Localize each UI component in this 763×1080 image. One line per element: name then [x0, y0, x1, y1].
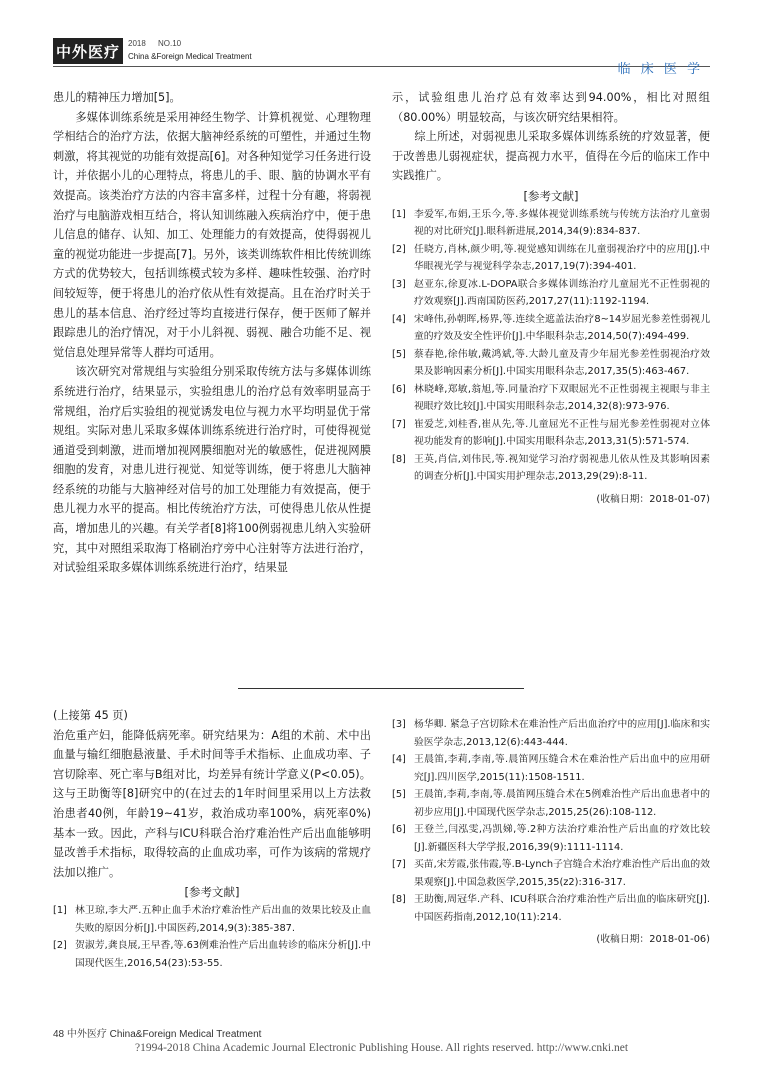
- reference-item: [5] 蔡春艳,徐伟敏,戴鸿斌,等.大龄儿童及青少年屈光参差性弱视治疗效果及影响因素分析[J].中国实用眼科杂志,2017,35(5):463-467.: [392, 348, 710, 378]
- references-heading: [参考文献]: [184, 885, 240, 900]
- reference-item: [1] 李爱军,布娟,王乐今,等.多媒体视觉训练系统与传统方法治疗儿童弱视的对比研究[J].眼科新进展,2014,34(9):834-837.: [392, 208, 710, 238]
- paragraph: 综上所述，对弱视患儿采取多媒体训练系统的疗效显著，便于改善患儿弱视症状，提高视力水平，值得在今后的临床工作中实践推广。: [392, 130, 710, 183]
- received-date: (收稿日期：2018-01-06): [596, 934, 710, 945]
- top-right-column: [392, 88, 710, 510]
- reference-item: [1] 林卫琼,李大严.五种止血手术治疗难治性产后出血的效果比较及止血失败的原因分析[J].中国医药,2014,9(3):385-387.: [53, 905, 371, 934]
- paragraph: 多媒体训练系统是采用神经生物学、计算机视觉、心理物理学相结合的治疗方法，依据大脑神经系统的可塑性，并通过生物刺激，将其视觉的功能有效提高[6]。对各种知觉学习任务进行设计，并依据小儿的心理特点，将患儿的手、眼、脑的协调水平有效提高。该类治疗方法的内容丰富多样，过程十分有趣，将弱视治疗与电脑游戏相互结合，将认知训练融入疾病治疗中，便于患儿信息的储存、认知、加工、处理能力的有效提高，使得弱视儿童的视觉功能进一步提高[7]。另外，该类训练软件相比传统训练方式的优势较大，包括训练模式较为多样、趣味性较强、治疗时间较短等，便于将患儿的治疗依从性有效提高。且在治疗时关于患儿的基本信息、治疗经过等均直接进行保存，便于医师了解并跟踪患儿的治疗情况，对于小儿斜视、弱视、融合功能不足、视觉信息处理异常等人群均可适用。: [53, 110, 371, 359]
- bottom-right-column: [392, 716, 710, 950]
- paragraph: 示，试验组患儿治疗总有效率达到94.00%，相比对照组（80.00%）明显较高，与该次研究结果相符。: [392, 91, 710, 124]
- reference-item: [4] 王晨笛,李莉,李南,等.晨笛网压缝合术在难治性产后出血中的应用研究[J].四川医学,2015(11):1508-1511.: [392, 754, 710, 783]
- reference-item: [8] 王助衡,周冠华.产科、ICU科联合治疗难治性产后出血的临床研究[J].中国医药指南,2012,10(11):214.: [392, 894, 710, 923]
- header-rule: [53, 66, 710, 67]
- reference-item: [4] 宋峰伟,孙朝晖,杨界,等.连续全遮盖法治疗8~14岁屈光参差性弱视儿童的疗效及安全性评价[J].中华眼科杂志,2014,50(7):494-499.: [392, 313, 710, 343]
- reference-item: [7] 买苗,宋芳霞,张伟霞,等.B-Lynch子宫缝合术治疗难治性产后出血的效果观察[J].中国急救医学,2015,35(z2):316-317.: [392, 859, 710, 888]
- reference-item: [6] 林晓峰,郑敏,翁旭,等.同量治疗下双眼屈光不正性弱视主视眼与非主视眼疗效比较[J].中国实用眼科杂志,2014,32(8):973-976.: [392, 383, 710, 413]
- article-separator: [238, 688, 524, 689]
- reference-item: [2] 贺淑芳,龚良展,王早香,等.63例难治性产后出血转诊的临床分析[J].中国现代医生,2016,54(23):53-55.: [53, 940, 371, 969]
- reference-item: [6] 王登兰,闫泓雯,冯凯娣,等.2种方法治疗难治性产后出血的疗效比较[J].新疆医科大学学报,2016,39(9):1111-1114.: [392, 824, 710, 853]
- journal-issue: NO.10: [158, 39, 182, 48]
- paragraph: 患儿的精神压力增加[5]。: [53, 91, 181, 104]
- reference-list: [392, 716, 710, 926]
- page-footer: 48 中外医疗 China&Foreign Medical Treatment: [53, 1029, 262, 1040]
- received-date: (收稿日期：2018-01-07): [596, 493, 710, 505]
- continued-note: (上接第 45 页): [53, 709, 128, 722]
- paragraph: 该次研究对常规组与实验组分别采取传统方法与多媒体训练系统进行治疗，结果显示，实验组患儿的治疗总有效率明显高于常规组，治疗后实验组的视觉诱发电位与视力水平均明显优于常规组。实际对患儿采取多媒体训练系统进行治疗时，可使得视觉通道受到刺激，进而增加视网膜细胞对光的敏感性，促进视网膜细胞的发育，对患儿进行视觉、知觉等训练，便于将患儿大脑神经系统的功能与大脑神经对信号的加工处理能力有效提高，便于患儿视力水平的提高。相比传统治疗方法，可使得患儿依从性提高，增加患儿的兴趣。有关学者[8]将100例弱视患儿纳入实验研究，其中对照组采取海丁格刷治疗旁中心注射等方法进行治疗，对试验组采取多媒体训练系统进行治疗，结果显: [53, 365, 371, 575]
- top-left-column: [53, 88, 371, 578]
- reference-item: [2] 任晓方,肖林,颜少明,等.视觉感知训练在儿童弱视治疗中的应用[J].中华眼视光学与视觉科学杂志,2017,19(7):394-401.: [392, 243, 710, 273]
- reference-item: [8] 王英,肖信,刘伟民,等.视知觉学习治疗弱视患儿依从性及其影响因素的调查分析[J].中国实用护理杂志,2013,29(29):8-11.: [392, 453, 710, 483]
- copyright-line: ?1994-2018 China Academic Journal Electronic Publishing House. All rights reserved. http://www.cnki.net: [134, 1042, 629, 1054]
- paragraph: 治危重产妇，能降低病死率。研究结果为：A组的术前、术中出血量与输红细胞悬液量、手术时间等手术指标、止血成功率、子宫切除率、死亡率与B组对比，均差异有统计学意义(P<0.05)。这与王助衡等[8]研究中的(在过去的1年时间里采用以上方法救治患者40例，年龄19~41岁，救治成功率100%，病死率0%)基本一致。因此，产科与ICU科联合治疗难治性产后出血能够明显改善手术指标，取得较高的止血成功率，可作为该病的常规疗法加以推广。: [53, 728, 371, 879]
- journal-logo: 中外医疗: [53, 38, 123, 64]
- reference-item: [3] 赵亚东,徐夏冰.L-DOPA联合多媒体训练治疗儿童屈光不正性弱视的疗效观察[J].西南国防医药,2017,27(11):1192-1194.: [392, 278, 710, 308]
- bottom-left-column: [53, 706, 371, 972]
- reference-list: [392, 206, 710, 486]
- reference-item: [3] 杨华卿. 紧急子宫切除术在难治性产后出血治疗中的应用[J].临床和实验医学杂志,2013,12(6):443-444.: [392, 719, 710, 748]
- reference-list: [53, 902, 371, 972]
- reference-item: [5] 王晨笛,李莉,李南,等.晨笛网压缝合术在5例难治性产后出血患者中的初步应用[J].中国现代医学杂志,2015,25(26):108-112.: [392, 789, 710, 818]
- references-heading: [参考文献]: [523, 188, 579, 203]
- reference-item: [7] 崔爱芝,刘桂香,崔从先,等.儿童屈光不正性与屈光参差性弱视对立体视功能发育的影响[J].中国实用眼科杂志,2013,31(5):571-574.: [392, 418, 710, 448]
- journal-year: 2018: [128, 39, 146, 48]
- section-title: 临 床 医 学: [617, 62, 703, 77]
- journal-english-name: China &Foreign Medical Treatment: [128, 52, 252, 61]
